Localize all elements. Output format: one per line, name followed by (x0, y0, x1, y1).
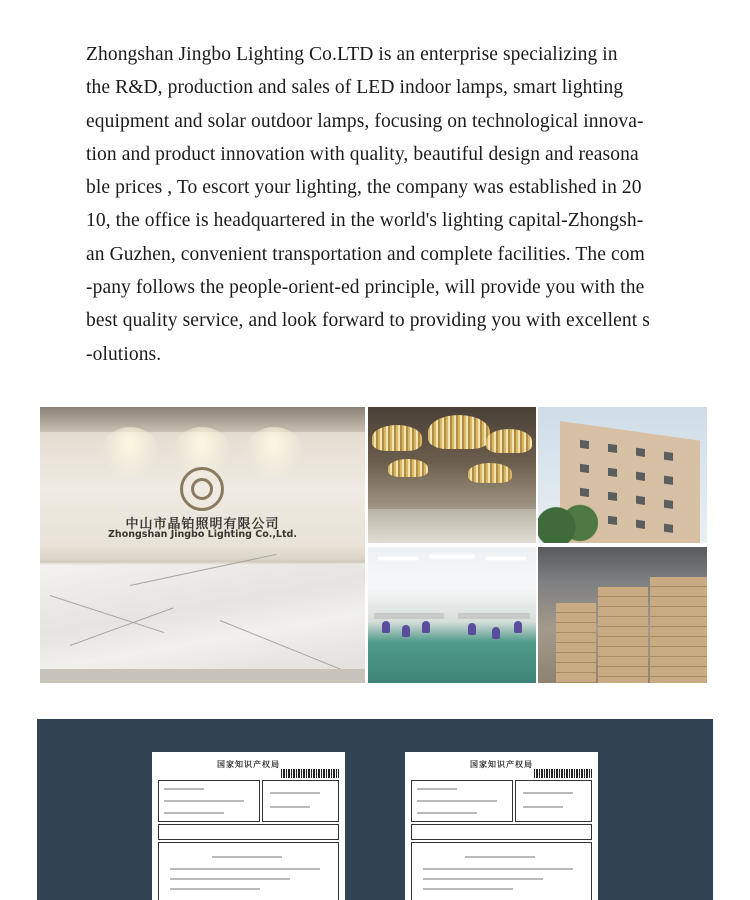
certificate-title: 国家知识产权局 (470, 760, 533, 769)
intro-line: -pany follows the people-orient-ed principle, will provide you with the (86, 277, 645, 299)
trademark-certificate (152, 752, 345, 900)
intro-line: equipment and solar outdoor lamps, focusing on technological innova- (86, 110, 644, 132)
intro-line: an Guzhen, convenient transportation and complete facilities. The com (86, 243, 645, 265)
reception-photo (40, 407, 365, 683)
warehouse-photo (538, 547, 707, 683)
production-workshop-photo (368, 547, 536, 683)
carton-stack (650, 577, 707, 683)
chandelier (468, 463, 512, 483)
intro-line: ble prices , To escort your lighting, the company was established in 20 (86, 177, 642, 199)
chandelier-showroom-photo (368, 407, 536, 543)
intro-line: tion and product innovation with quality, beautiful design and reasona (86, 143, 639, 165)
chandelier (486, 429, 532, 453)
intro-line: -olutions. (86, 343, 162, 365)
spotlight (100, 427, 160, 482)
intro-line: 10, the office is headquartered in the world's lighting capital-Zhongsh- (86, 210, 644, 232)
intro-line: the R&D, production and sales of LED indoor lamps, smart lighting (86, 77, 624, 99)
intro-line: Zhongshan Jingbo Lighting Co.LTD is an enterprise specializing in (86, 44, 618, 65)
reception-sign-chinese: 中山市晶铂照明有限公司 (125, 517, 280, 532)
company-photo-gallery (40, 407, 707, 683)
chandelier (388, 459, 428, 477)
company-logo (180, 467, 224, 511)
reception-sign-english: Zhongshan Jingbo Lighting Co.,Ltd. (108, 529, 297, 540)
carton-stack (556, 603, 596, 683)
marble-reception-desk (40, 565, 365, 683)
carton-stack (598, 587, 648, 683)
factory-building-photo (538, 407, 707, 543)
chandelier (428, 415, 490, 449)
barcode-icon (534, 769, 592, 778)
intro-line: best quality service, and look forward to providing you with excellent s (86, 310, 650, 332)
trees (538, 503, 598, 543)
certificates-section (37, 719, 713, 900)
chandelier (372, 425, 422, 451)
spotlight (244, 427, 304, 482)
barcode-icon (281, 769, 339, 778)
trademark-certificate (405, 752, 598, 900)
company-introduction (86, 38, 686, 371)
certificate-title: 国家知识产权局 (217, 760, 280, 769)
